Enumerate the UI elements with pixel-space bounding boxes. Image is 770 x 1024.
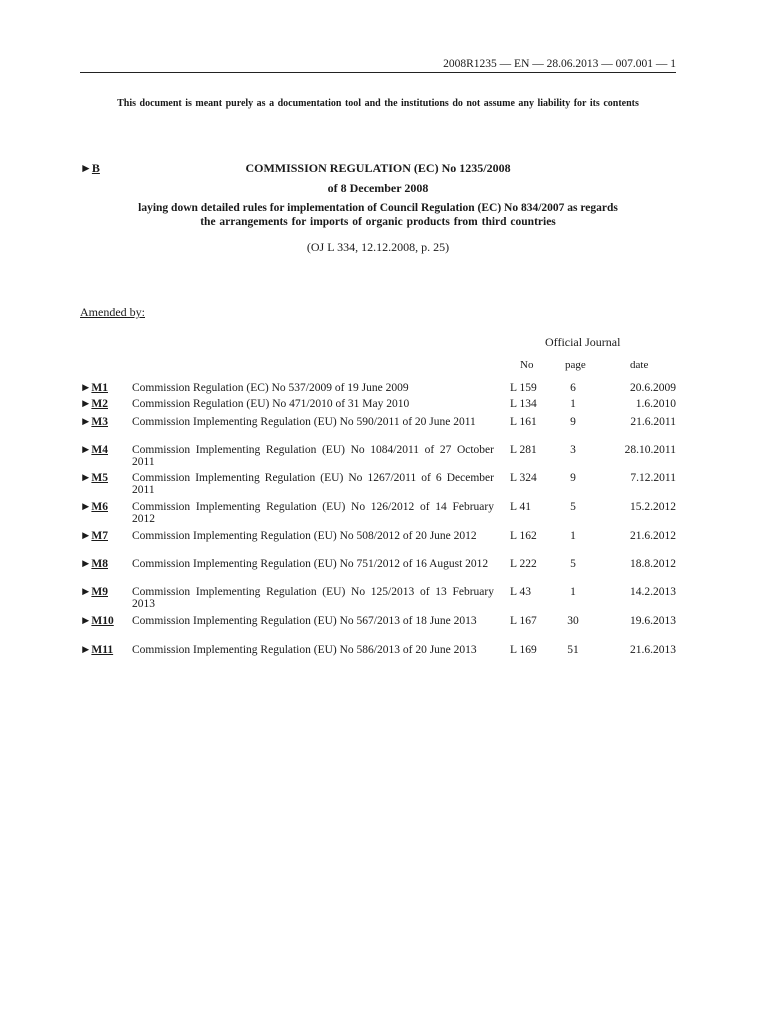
oj-page: 6 bbox=[570, 382, 576, 394]
oj-page: 30 bbox=[567, 615, 579, 627]
amendment-marker-link[interactable]: M5 bbox=[91, 472, 108, 484]
official-journal-heading: Official Journal bbox=[545, 335, 621, 349]
amendment-marker-link[interactable]: M6 bbox=[91, 501, 108, 513]
amendment-marker-link[interactable]: M7 bbox=[91, 530, 108, 542]
amendment-marker bbox=[80, 398, 108, 410]
oj-number: L 324 bbox=[510, 472, 537, 484]
base-marker-link[interactable]: B bbox=[91, 161, 100, 175]
oj-date: 21.6.2013 bbox=[630, 644, 676, 656]
arrow-icon: ► bbox=[80, 416, 92, 428]
oj-number: L 222 bbox=[510, 558, 537, 570]
oj-number: L 134 bbox=[510, 398, 537, 410]
oj-number: L 167 bbox=[510, 615, 537, 627]
arrow-icon: ► bbox=[80, 558, 92, 570]
amendment-marker bbox=[80, 586, 108, 598]
regulation-subtitle bbox=[80, 201, 676, 229]
oj-date: 7.12.2011 bbox=[630, 472, 676, 484]
amendment-marker-link[interactable]: M4 bbox=[91, 444, 108, 456]
oj-number: L 43 bbox=[510, 586, 531, 598]
oj-page: 3 bbox=[570, 444, 576, 456]
amendment-marker-link[interactable]: M9 bbox=[91, 586, 108, 598]
arrow-icon: ► bbox=[80, 644, 92, 656]
oj-page: 5 bbox=[570, 501, 576, 513]
oj-date: 14.2.2013 bbox=[630, 586, 676, 598]
amendment-description: Commission Implementing Regulation (EU) No 508/2012 of 20 June 2012 bbox=[132, 530, 477, 542]
amendment-marker bbox=[80, 416, 108, 428]
amendment-marker-link[interactable]: M10 bbox=[91, 615, 114, 627]
amendment-description: Commission Implementing Regulation (EU) No 1084/2011 of 27 October 2011 bbox=[132, 444, 494, 468]
oj-page: 1 bbox=[570, 586, 576, 598]
amendment-description: Commission Implementing Regulation (EU) No 1267/2011 of 6 December 2011 bbox=[132, 472, 494, 496]
arrow-icon: ► bbox=[80, 586, 92, 598]
oj-page: 9 bbox=[570, 472, 576, 484]
amendment-description: Commission Implementing Regulation (EU) No 125/2013 of 13 February 2013 bbox=[132, 586, 494, 610]
arrow-icon: ► bbox=[80, 382, 92, 394]
regulation-title: COMMISSION REGULATION (EC) No 1235/2008 bbox=[245, 161, 511, 175]
header-rule bbox=[80, 72, 676, 73]
oj-page: 1 bbox=[570, 398, 576, 410]
oj-date: 15.2.2012 bbox=[630, 501, 676, 513]
arrow-icon: ► bbox=[80, 501, 92, 513]
amendment-marker bbox=[80, 644, 113, 656]
amendment-marker-link[interactable]: M8 bbox=[91, 558, 108, 570]
arrow-icon: ► bbox=[80, 615, 92, 627]
amendment-marker-link[interactable]: M1 bbox=[91, 382, 108, 394]
arrow-icon: ► bbox=[80, 472, 92, 484]
document-reference: 2008R1235 — EN — 28.06.2013 — 007.001 — 1 bbox=[443, 58, 676, 70]
amendment-description: Commission Implementing Regulation (EU) No 567/2013 of 18 June 2013 bbox=[132, 615, 477, 627]
amendment-marker-link[interactable]: M11 bbox=[91, 644, 114, 656]
arrow-icon: ► bbox=[80, 398, 92, 410]
arrow-icon: ► bbox=[80, 161, 92, 175]
amendment-marker bbox=[80, 382, 108, 394]
oj-date: 19.6.2013 bbox=[630, 615, 676, 627]
amendment-marker-link[interactable]: M3 bbox=[91, 416, 108, 428]
amendment-marker bbox=[80, 558, 108, 570]
subtitle-line-2: the arrangements for imports of organic products from third countries bbox=[200, 216, 556, 228]
arrow-icon: ► bbox=[80, 530, 92, 542]
amendment-marker bbox=[80, 472, 108, 484]
subtitle-line-1: laying down detailed rules for implementation of Council Regulation (EC) No 834/2007 as regards bbox=[138, 202, 618, 214]
amendment-description: Commission Regulation (EC) No 537/2009 of 19 June 2009 bbox=[132, 382, 409, 394]
oj-number: L 169 bbox=[510, 644, 537, 656]
disclaimer: This document is meant purely as a documentation tool and the institutions do not assume any liability for its contents bbox=[117, 98, 639, 109]
amendment-marker-link[interactable]: M2 bbox=[91, 398, 108, 410]
column-header-page: page bbox=[565, 359, 586, 371]
column-header-date: date bbox=[630, 359, 649, 371]
oj-date: 21.6.2011 bbox=[630, 416, 676, 428]
amendment-marker bbox=[80, 615, 114, 627]
oj-reference: (OJ L 334, 12.12.2008, p. 25) bbox=[306, 240, 450, 254]
regulation-date: of 8 December 2008 bbox=[327, 181, 429, 195]
oj-date: 28.10.2011 bbox=[624, 444, 676, 456]
oj-date: 20.6.2009 bbox=[630, 382, 676, 394]
oj-page: 1 bbox=[570, 530, 576, 542]
oj-date: 1.6.2010 bbox=[635, 398, 676, 410]
amendment-marker bbox=[80, 444, 108, 456]
oj-page: 5 bbox=[570, 558, 576, 570]
oj-number: L 281 bbox=[510, 444, 537, 456]
amendment-description: Commission Regulation (EU) No 471/2010 of 31 May 2010 bbox=[132, 398, 410, 410]
amendment-description: Commission Implementing Regulation (EU) No 751/2012 of 16 August 2012 bbox=[132, 558, 489, 570]
oj-number: L 159 bbox=[510, 382, 537, 394]
oj-date: 18.8.2012 bbox=[630, 558, 676, 570]
oj-number: L 41 bbox=[510, 501, 531, 513]
oj-number: L 162 bbox=[510, 530, 537, 542]
oj-date: 21.6.2012 bbox=[630, 530, 676, 542]
oj-page: 51 bbox=[567, 644, 579, 656]
amendment-description: Commission Implementing Regulation (EU) No 590/2011 of 20 June 2011 bbox=[132, 416, 476, 428]
column-header-no: No bbox=[520, 359, 534, 371]
amended-by-heading: Amended by: bbox=[80, 305, 145, 319]
amendment-marker bbox=[80, 530, 108, 542]
amendment-description: Commission Implementing Regulation (EU) No 126/2012 of 14 February 2012 bbox=[132, 501, 494, 525]
amendment-marker bbox=[80, 501, 108, 513]
oj-number: L 161 bbox=[510, 416, 537, 428]
amendment-description: Commission Implementing Regulation (EU) No 586/2013 of 20 June 2013 bbox=[132, 644, 477, 656]
oj-page: 9 bbox=[570, 416, 576, 428]
arrow-icon: ► bbox=[80, 444, 92, 456]
